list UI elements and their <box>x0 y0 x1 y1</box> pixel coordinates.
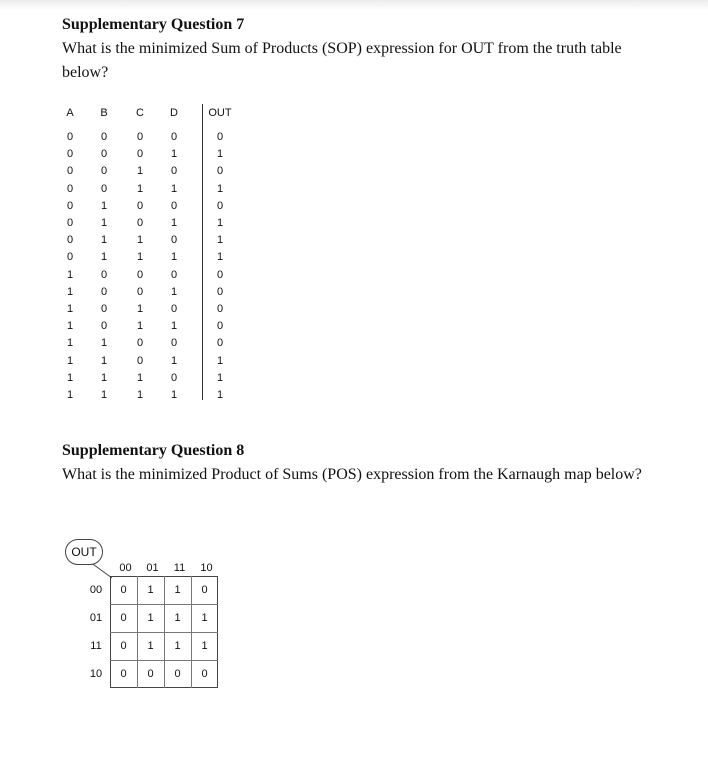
kmap-cell: 0 <box>201 668 208 680</box>
truth-table-cell: 0 <box>216 285 224 298</box>
truth-table-cell: 0 <box>66 131 74 143</box>
truth-table-cell: 1 <box>136 371 144 384</box>
truth-table-cell: 1 <box>170 217 178 229</box>
truth-table-cell: 1 <box>100 371 108 384</box>
truth-table-cell: 0 <box>136 285 144 298</box>
truth-table-cell: 0 <box>170 371 178 384</box>
truth-table-cell: 1 <box>216 354 224 367</box>
kmap-column-header: 00 <box>119 562 132 574</box>
truth-table-cell: 0 <box>216 320 224 333</box>
kmap-grid-line <box>110 660 218 661</box>
truth-table-cell: 1 <box>100 251 108 264</box>
truth-table-cell: 0 <box>66 217 74 229</box>
truth-table-cell: 0 <box>100 148 108 161</box>
truth-table-cell: 1 <box>66 389 74 401</box>
kmap-cell: 1 <box>174 640 181 652</box>
truth-table-cell: 0 <box>66 199 74 212</box>
truth-table-cell: 0 <box>136 131 144 143</box>
kmap-column-header: 11 <box>173 562 186 574</box>
truth-table-cell: 0 <box>216 199 224 212</box>
kmap-cell: 0 <box>174 668 181 680</box>
kmap-output-label: OUT <box>65 539 103 565</box>
truth-table-cell: 0 <box>170 337 178 350</box>
truth-table-cell: 0 <box>136 148 144 161</box>
truth-table-cell: 0 <box>216 268 224 281</box>
truth-table-cell: 1 <box>66 268 74 281</box>
truth-table-cell: 0 <box>170 199 178 212</box>
question-8-title: Supplementary Question 8 <box>62 442 245 459</box>
truth-table-cell: 0 <box>216 303 224 315</box>
truth-table-header: D <box>170 107 178 119</box>
kmap-row-header: 00 <box>89 584 103 596</box>
truth-table-cell: 1 <box>100 337 108 350</box>
truth-table-cell: 0 <box>66 165 74 178</box>
truth-table-cell: 0 <box>170 234 178 247</box>
truth-table-cell: 1 <box>66 320 74 333</box>
kmap-cell: 1 <box>147 584 154 596</box>
truth-table-cell: 1 <box>66 303 74 315</box>
truth-table-header: B <box>100 107 108 119</box>
truth-table-cell: 1 <box>170 354 178 367</box>
kmap-column-header: 10 <box>200 562 213 574</box>
truth-table-cell: 1 <box>100 234 108 247</box>
truth-table-cell: 0 <box>66 182 74 195</box>
truth-table-cell: 1 <box>170 389 178 401</box>
kmap-cell: 0 <box>201 584 208 596</box>
truth-table-cell: 1 <box>66 285 74 298</box>
truth-table-cell: 1 <box>66 371 74 384</box>
truth-table-cell: 1 <box>170 182 178 195</box>
kmap-cell: 0 <box>120 584 127 596</box>
truth-table-cell: 1 <box>136 303 144 315</box>
truth-table-header: C <box>136 107 144 119</box>
truth-table-cell: 0 <box>100 268 108 281</box>
top-shadow-bar <box>0 0 708 10</box>
kmap-cell: 0 <box>120 640 127 652</box>
kmap-cell: 1 <box>174 612 181 624</box>
kmap-cell: 0 <box>120 668 127 680</box>
kmap-cell: 1 <box>174 584 181 596</box>
truth-table-cell: 0 <box>136 199 144 212</box>
truth-table-cell: 0 <box>170 165 178 178</box>
truth-table-cell: 1 <box>216 371 224 384</box>
truth-table-cell: 0 <box>66 148 74 161</box>
kmap-row-header: 10 <box>89 668 103 680</box>
kmap-column-header: 01 <box>146 562 159 574</box>
question-8-text: What is the minimized Product of Sums (POS) expression from the Karnaugh map below? <box>62 466 642 483</box>
truth-table-cell: 0 <box>100 182 108 195</box>
kmap-cell: 1 <box>147 612 154 624</box>
truth-table-cell: 1 <box>216 389 224 401</box>
kmap-cell: 0 <box>147 668 154 680</box>
truth-table-cell: 0 <box>216 165 224 178</box>
truth-table-cell: 1 <box>170 320 178 333</box>
truth-table-cell: 1 <box>170 148 178 161</box>
truth-table-cell: 1 <box>216 148 224 161</box>
truth-table-cell: 0 <box>100 165 108 178</box>
truth-table-cell: 1 <box>216 251 224 264</box>
truth-table-cell: 1 <box>136 389 144 401</box>
truth-table-cell: 1 <box>100 389 108 401</box>
truth-table-cell: 1 <box>216 182 224 195</box>
kmap-cell: 1 <box>201 612 208 624</box>
truth-table-cell: 1 <box>100 199 108 212</box>
kmap-cell: 1 <box>147 640 154 652</box>
truth-table-cell: 0 <box>170 268 178 281</box>
kmap-row-header: 01 <box>89 612 103 624</box>
truth-table-cell: 1 <box>136 234 144 247</box>
truth-table-cell: 1 <box>216 234 224 247</box>
truth-table-cell: 1 <box>100 354 108 367</box>
truth-table-cell: 0 <box>66 251 74 264</box>
truth-table-cell: 0 <box>66 234 74 247</box>
truth-table-cell: 0 <box>170 303 178 315</box>
kmap-cell: 0 <box>120 612 127 624</box>
truth-table-cell: 0 <box>100 303 108 315</box>
kmap-grid-line <box>110 632 218 633</box>
truth-table-cell: 0 <box>216 131 224 143</box>
truth-table-cell: 0 <box>136 354 144 367</box>
truth-table-divider <box>202 104 203 400</box>
truth-table-cell: 1 <box>66 354 74 367</box>
question-7-text: What is the minimized Sum of Products (SOP) expression for OUT from the truth table below? <box>62 40 622 81</box>
truth-table-cell: 1 <box>100 217 108 229</box>
truth-table-cell: 0 <box>100 285 108 298</box>
truth-table-cell: 1 <box>136 182 144 195</box>
truth-table-cell: 0 <box>170 131 178 143</box>
truth-table-cell: 1 <box>170 285 178 298</box>
kmap-row-header: 11 <box>90 640 102 652</box>
truth-table-cell: 0 <box>100 320 108 333</box>
truth-table-header: A <box>66 107 74 119</box>
truth-table-cell: 1 <box>216 217 224 229</box>
truth-table-cell: 0 <box>136 217 144 229</box>
truth-table-cell: 1 <box>136 251 144 264</box>
kmap-grid-line <box>110 604 218 605</box>
truth-table-cell: 1 <box>170 251 178 264</box>
truth-table-cell: 1 <box>136 165 144 178</box>
truth-table-cell: 0 <box>136 268 144 281</box>
truth-table-cell: 0 <box>136 337 144 350</box>
kmap-cell: 1 <box>201 640 208 652</box>
truth-table-cell: 1 <box>136 320 144 333</box>
truth-table-header: OUT <box>208 107 232 119</box>
truth-table-cell: 1 <box>66 337 74 350</box>
question-7-title: Supplementary Question 7 <box>62 16 245 33</box>
truth-table-cell: 0 <box>216 337 224 350</box>
truth-table-cell: 0 <box>100 131 108 143</box>
